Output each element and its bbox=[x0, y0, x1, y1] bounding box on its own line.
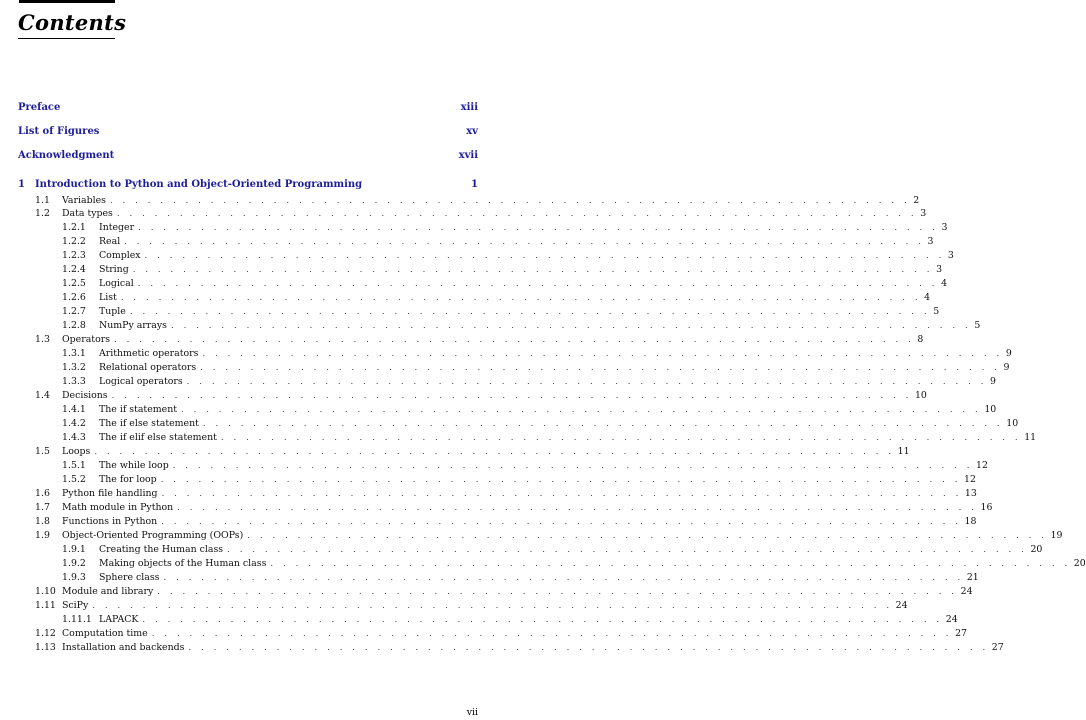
entry-page: 19 bbox=[1050, 530, 1063, 542]
entry-page: 12 bbox=[976, 460, 988, 472]
entry-page: 4 bbox=[924, 292, 931, 304]
entry-number: 1.11.1 bbox=[62, 613, 92, 625]
entry-title: Data types bbox=[62, 208, 113, 220]
entry-number: 1.7 bbox=[35, 502, 50, 514]
entry-number: 1.9.3 bbox=[62, 571, 86, 583]
toc-subsection-entry[interactable] bbox=[62, 362, 1010, 374]
entry-number: 1.9 bbox=[35, 530, 50, 542]
toc-subsection-entry[interactable] bbox=[62, 544, 1043, 556]
entry-page: 13 bbox=[964, 488, 977, 500]
entry-number: 1.2.5 bbox=[62, 278, 86, 290]
entry-page: 9 bbox=[1005, 348, 1012, 360]
entry-title: Logical operators bbox=[99, 376, 183, 388]
toc-subsection-entry[interactable] bbox=[62, 222, 948, 234]
entry-number: 1.8 bbox=[35, 516, 50, 528]
dot-leader: . . . . . . . . . . . . . . . . . . . . . . . . . . . . . . . . . . . . . . . . . . . . . . . . . . . . . . . . . . . . . . . . bbox=[151, 628, 953, 639]
entry-number: 1.2.2 bbox=[62, 236, 86, 248]
entry-title: Loops bbox=[62, 446, 91, 458]
entry-title: The for loop bbox=[99, 474, 157, 486]
entry-page: 10 bbox=[914, 390, 927, 402]
entry-page: 27 bbox=[991, 641, 1004, 653]
entry-page: 21 bbox=[966, 571, 979, 583]
entry-page: 11 bbox=[897, 446, 910, 458]
toc-subsection-entry[interactable] bbox=[62, 474, 976, 486]
entry-title: Operators bbox=[62, 334, 111, 346]
entry-title: Sphere class bbox=[99, 571, 160, 583]
dot-leader: . . . . . . . . . . . . . . . . . . . . . . . . . . . . . . . . . . . . . . . . . . . . . . . . . . . . . . . . . . . . . . . . bbox=[220, 433, 1022, 444]
dot-leader: . . . . . . . . . . . . . . . . . . . . . . . . . . . . . . . . . . . . . . . . . . . . . . . . . . . . . . . . . . . . . . . . bbox=[137, 279, 939, 290]
entry-page: xiii bbox=[460, 102, 478, 113]
dot-leader: . . . . . . . . . . . . . . . . . . . . . . . . . . . . . . . . . . . . . . . . . . . . . . . . . . . . . . . . . . . . . . . . bbox=[270, 558, 1071, 569]
entry-title: Object-Oriented Programming (OOPs) bbox=[62, 530, 244, 542]
entry-number: 1.2.1 bbox=[62, 222, 86, 234]
entry-number: 1.3 bbox=[35, 334, 50, 346]
toc-subsection-entry[interactable] bbox=[62, 306, 940, 318]
entry-number: 1.5 bbox=[35, 446, 50, 458]
toc-subsection-entry[interactable] bbox=[62, 250, 954, 262]
entry-title: Real bbox=[99, 236, 121, 248]
toc-section-entry[interactable] bbox=[35, 530, 1063, 542]
entry-page: 2 bbox=[913, 194, 920, 206]
dot-leader: . . . . . . . . . . . . . . . . . . . . . . . . . . . . . . . . . . . . . . . . . . . . . . . . . . . . . . . . . . . . . . . . bbox=[177, 503, 978, 514]
entry-number: 1.1 bbox=[35, 194, 50, 206]
entry-number: 1.12 bbox=[35, 627, 56, 639]
toc-subsection-entry[interactable] bbox=[62, 460, 988, 472]
toc-subsection-entry[interactable] bbox=[62, 376, 996, 388]
entry-title: NumPy arrays bbox=[99, 320, 167, 332]
page-number: vii bbox=[466, 707, 478, 718]
top-rule bbox=[19, 0, 115, 3]
entry-title: List of Figures bbox=[18, 126, 100, 137]
dot-leader: . . . . . . . . . . . . . . . . . . . . . . . . . . . . . . . . . . . . . . . . . . . . . . . . . . . . . . . . . . . . . . . . bbox=[129, 307, 931, 318]
entry-number: 1.4 bbox=[35, 390, 50, 402]
toc-section-entry[interactable] bbox=[35, 446, 910, 458]
entry-page: 3 bbox=[941, 222, 948, 234]
entry-page: 24 bbox=[960, 585, 973, 597]
entry-page: xv bbox=[466, 126, 478, 137]
entry-title: Installation and backends bbox=[62, 641, 185, 653]
dot-leader: . . . . . . . . . . . . . . . . . . . . . . . . . . . . . . . . . . . . . . . . . . . . . . . . . . . . . . . . . . . . . . . . bbox=[124, 237, 925, 248]
dot-leader: . . . . . . . . . . . . . . . . . . . . . . . . . . . . . . . . . . . . . . . . . . . . . . . . . . . . . . . . . . . . . . . . bbox=[200, 363, 1001, 374]
entry-page: 16 bbox=[980, 502, 993, 514]
toc-subsection-entry[interactable] bbox=[62, 320, 981, 332]
entry-page: 10 bbox=[1006, 418, 1019, 430]
entry-title: Decisions bbox=[62, 390, 108, 402]
entry-page: 24 bbox=[895, 599, 908, 611]
entry-page: 3 bbox=[947, 250, 954, 262]
entry-number: 1.13 bbox=[35, 641, 56, 653]
entry-number: 1.2.4 bbox=[62, 264, 86, 276]
entry-title: Python file handling bbox=[62, 488, 158, 500]
dot-leader: . . . . . . . . . . . . . . . . . . . . . . . . . . . . . . . . . . . . . . . . . . . . . . . . . . . . . . . . . . . . . . . . bbox=[116, 209, 918, 220]
toc-subsection-entry[interactable] bbox=[62, 571, 979, 584]
dot-leader: . . . . . . . . . . . . . . . . . . . . . . . . . . . . . . . . . . . . . . . . . . . . . . . . . . . . . . . . . . . . . . . . bbox=[163, 572, 964, 583]
dot-leader: . . . . . . . . . . . . . . . . . . . . . . . . . . . . . . . . . . . . . . . . . . . . . . . . . . . . . . . . . . . . . . . . bbox=[114, 335, 915, 346]
dot-leader: . . . . . . . . . . . . . . . . . . . . . . . . . . . . . . . . . . . . . . . . . . . . . . . . . . . . . . . . . . . . . . . . bbox=[186, 377, 988, 388]
toc-section-entry[interactable] bbox=[35, 488, 977, 500]
entry-number: 1.3.3 bbox=[62, 376, 86, 388]
dot-leader: . . . . . . . . . . . . . . . . . . . . . . . . . . . . . . . . . . . . . . . . . . . . . . . . . . . . . . . . . . . . . . . . bbox=[181, 405, 982, 416]
toc-subsection-entry[interactable] bbox=[62, 292, 931, 304]
entry-title: Math module in Python bbox=[62, 502, 174, 514]
dot-leader: . . . . . . . . . . . . . . . . . . . . . . . . . . . . . . . . . . . . . . . . . . . . . . . . . . . . . . . . . . . . . . . . bbox=[202, 419, 1004, 430]
entry-page: 12 bbox=[964, 474, 976, 486]
dot-leader: . . . . . . . . . . . . . . . . . . . . . . . . . . . . . . . . . . . . . . . . . . . . . . . . . . . . . . . . . . . . . . . . bbox=[160, 475, 962, 486]
toc-subsection-entry[interactable] bbox=[62, 404, 997, 416]
dot-leader: . . . . . . . . . . . . . . . . . . . . . . . . . . . . . . . . . . . . . . . . . . . . . . . . . . . . . . . . . . . . . . . . bbox=[120, 293, 922, 304]
entry-page: 5 bbox=[933, 306, 940, 318]
entry-number: 1.2 bbox=[35, 208, 50, 220]
entry-page: 4 bbox=[941, 278, 948, 290]
toc-section-entry[interactable] bbox=[35, 516, 977, 528]
dot-leader: . . . . . . . . . . . . . . . . . . . . . . . . . . . . . . . . . . . . . . . . . . . . . . . . . . . . . . . . . . . . . . . . bbox=[161, 517, 962, 528]
entry-number: 1.2.8 bbox=[62, 320, 86, 332]
dot-leader: . . . . . . . . . . . . . . . . . . . . . . . . . . . . . . . . . . . . . . . . . . . . . . . . . . . . . . . . . . . . . . . . bbox=[109, 195, 911, 206]
entry-title: Preface bbox=[18, 102, 61, 113]
toc-section-entry[interactable] bbox=[35, 641, 1004, 654]
toc-subsection-entry[interactable] bbox=[62, 278, 948, 290]
toc-section-entry[interactable] bbox=[35, 585, 973, 598]
dot-leader: . . . . . . . . . . . . . . . . . . . . . . . . . . . . . . . . . . . . . . . . . . . . . . . . . . . . . . . . . . . . . . . . bbox=[92, 600, 893, 611]
entry-page: 10 bbox=[984, 404, 997, 416]
entry-page: 8 bbox=[917, 334, 924, 346]
entry-number: 1.11 bbox=[35, 599, 56, 611]
entry-title: List bbox=[99, 292, 117, 304]
dot-leader: . . . . . . . . . . . . . . . . . . . . . . . . . . . . . . . . . . . . . . . . . . . . . . . . . . . . . . . . . . . . . . . . bbox=[247, 531, 1048, 542]
toc-section-entry[interactable] bbox=[35, 334, 924, 346]
toc-section-entry[interactable] bbox=[35, 599, 908, 612]
page-title: Contents bbox=[18, 10, 127, 35]
dot-leader: . . . . . . . . . . . . . . . . . . . . . . . . . . . . . . . . . . . . . . . . . . . . . . . . . . . . . . . . . . . . . . . . bbox=[161, 489, 962, 500]
entry-number: 1.10 bbox=[35, 585, 56, 597]
toc-subsection-entry[interactable] bbox=[62, 264, 943, 276]
entry-number: 1.3.1 bbox=[62, 348, 86, 360]
entry-number: 1.4.2 bbox=[62, 418, 86, 430]
entry-number: 1.9.1 bbox=[62, 544, 86, 555]
chapter-page: 1 bbox=[471, 179, 478, 190]
entry-title: String bbox=[99, 264, 129, 276]
dot-leader: . . . . . . . . . . . . . . . . . . . . . . . . . . . . . . . . . . . . . . . . . . . . . . . . . . . . . . . . . . . . . . . . bbox=[138, 223, 939, 234]
entry-number: 1.4.3 bbox=[62, 432, 86, 444]
toc-subsection-entry[interactable] bbox=[62, 613, 958, 626]
toc-subsection-entry[interactable] bbox=[62, 557, 1086, 570]
toc-front-matter-entry[interactable] bbox=[18, 102, 478, 114]
dot-leader: . . . . . . . . . . . . . . . . . . . . . . . . . . . . . . . . . . . . . . . . . . . . . . . . . . . . . . . . . . . . . . . . bbox=[132, 265, 934, 276]
entry-title: Functions in Python bbox=[62, 516, 158, 528]
entry-title: LAPACK bbox=[99, 613, 139, 625]
entry-page: 9 bbox=[990, 376, 996, 388]
toc-section-entry[interactable] bbox=[35, 390, 927, 402]
entry-page: 9 bbox=[1003, 362, 1010, 374]
entry-page: 3 bbox=[936, 264, 943, 276]
toc-section-entry[interactable] bbox=[35, 208, 927, 220]
entry-title: The if else statement bbox=[99, 418, 199, 430]
entry-title: Variables bbox=[62, 194, 106, 206]
dot-leader: . . . . . . . . . . . . . . . . . . . . . . . . . . . . . . . . . . . . . . . . . . . . . . . . . . . . . . . . . . . . . . . . bbox=[94, 447, 895, 458]
chapter-title: Introduction to Python and Object-Oriented Programming bbox=[35, 179, 363, 190]
dot-leader: . . . . . . . . . . . . . . . . . . . . . . . . . . . . . . . . . . . . . . . . . . . . . . . . . . . . . . . . . . . . . . . . bbox=[144, 251, 945, 262]
entry-title: The if elif else statement bbox=[99, 432, 217, 444]
dot-leader: . . . . . . . . . . . . . . . . . . . . . . . . . . . . . . . . . . . . . . . . . . . . . . . . . . . . . . . . . . . . . . . . bbox=[188, 642, 989, 653]
toc-subsection-entry[interactable] bbox=[62, 236, 934, 248]
toc-section-entry[interactable] bbox=[35, 627, 968, 640]
entry-title: Tuple bbox=[99, 306, 126, 318]
entry-title: Acknowledgment bbox=[18, 150, 115, 161]
entry-page: 3 bbox=[920, 208, 927, 220]
dot-leader: . . . . . . . . . . . . . . . . . . . . . . . . . . . . . . . . . . . . . . . . . . . . . . . . . . . . . . . . . . . . . . . . bbox=[111, 391, 912, 402]
entry-title: Relational operators bbox=[99, 362, 197, 374]
entry-title: Module and library bbox=[62, 585, 154, 597]
toc-section-entry[interactable] bbox=[35, 194, 920, 207]
entry-page: 5 bbox=[974, 320, 981, 332]
entry-number: 1.9.2 bbox=[62, 557, 86, 569]
entry-title: Computation time bbox=[62, 627, 148, 639]
entry-number: 1.2.7 bbox=[62, 306, 86, 318]
entry-page: 20 bbox=[1030, 544, 1043, 555]
dot-leader: . . . . . . . . . . . . . . . . . . . . . . . . . . . . . . . . . . . . . . . . . . . . . . . . . . . . . . . . . . . . . . . . bbox=[172, 461, 974, 472]
entry-title: Integer bbox=[99, 222, 135, 234]
entry-page: 18 bbox=[964, 516, 977, 528]
entry-title: Logical bbox=[99, 278, 134, 290]
dot-leader: . . . . . . . . . . . . . . . . . . . . . . . . . . . . . . . . . . . . . . . . . . . . . . . . . . . . . . . . . . . . . . . . bbox=[227, 545, 1028, 555]
toc-subsection-entry[interactable] bbox=[62, 418, 1019, 430]
entry-page: 11 bbox=[1024, 432, 1037, 444]
toc-front-matter-entry[interactable] bbox=[18, 126, 478, 138]
dot-leader: . . . . . . . . . . . . . . . . . . . . . . . . . . . . . . . . . . . . . . . . . . . . . . . . . . . . . . . . . . . . . . . . bbox=[157, 586, 958, 597]
toc-subsection-entry[interactable] bbox=[62, 348, 1012, 360]
entry-page: 3 bbox=[927, 236, 934, 248]
entry-title: The while loop bbox=[99, 460, 169, 472]
entry-number: 1.5.2 bbox=[62, 474, 86, 486]
entry-page: xvii bbox=[458, 150, 478, 161]
entry-title: Complex bbox=[99, 250, 141, 262]
dot-leader: . . . . . . . . . . . . . . . . . . . . . . . . . . . . . . . . . . . . . . . . . . . . . . . . . . . . . . . . . . . . . . . . bbox=[202, 349, 1003, 360]
entry-title: SciPy bbox=[62, 599, 89, 611]
entry-page: 27 bbox=[955, 627, 968, 639]
entry-number: 1.2.3 bbox=[62, 250, 86, 262]
dot-leader: . . . . . . . . . . . . . . . . . . . . . . . . . . . . . . . . . . . . . . . . . . . . . . . . . . . . . . . . . . . . . . . . bbox=[142, 614, 943, 625]
toc-front-matter-entry[interactable] bbox=[18, 150, 478, 162]
entry-number: 1.4.1 bbox=[62, 404, 86, 416]
entry-title: Making objects of the Human class bbox=[99, 557, 267, 569]
entry-number: 1.6 bbox=[35, 488, 50, 500]
entry-page: 20 bbox=[1073, 557, 1086, 569]
entry-title: The if statement bbox=[99, 404, 177, 416]
toc-chapter-entry[interactable] bbox=[18, 179, 478, 191]
entry-number: 1.3.2 bbox=[62, 362, 86, 374]
chapter-number: 1 bbox=[18, 179, 25, 190]
entry-page: 24 bbox=[945, 613, 958, 625]
dot-leader: . . . . . . . . . . . . . . . . . . . . . . . . . . . . . . . . . . . . . . . . . . . . . . . . . . . . . . . . . . . . . . . . bbox=[170, 321, 972, 332]
entry-title: Creating the Human class bbox=[99, 544, 224, 555]
entry-number: 1.2.6 bbox=[62, 292, 86, 304]
entry-title: Arithmetic operators bbox=[99, 348, 199, 360]
toc-subsection-entry[interactable] bbox=[62, 432, 1037, 444]
title-underline bbox=[18, 38, 115, 39]
toc-section-entry[interactable] bbox=[35, 502, 993, 514]
entry-number: 1.5.1 bbox=[62, 460, 86, 472]
